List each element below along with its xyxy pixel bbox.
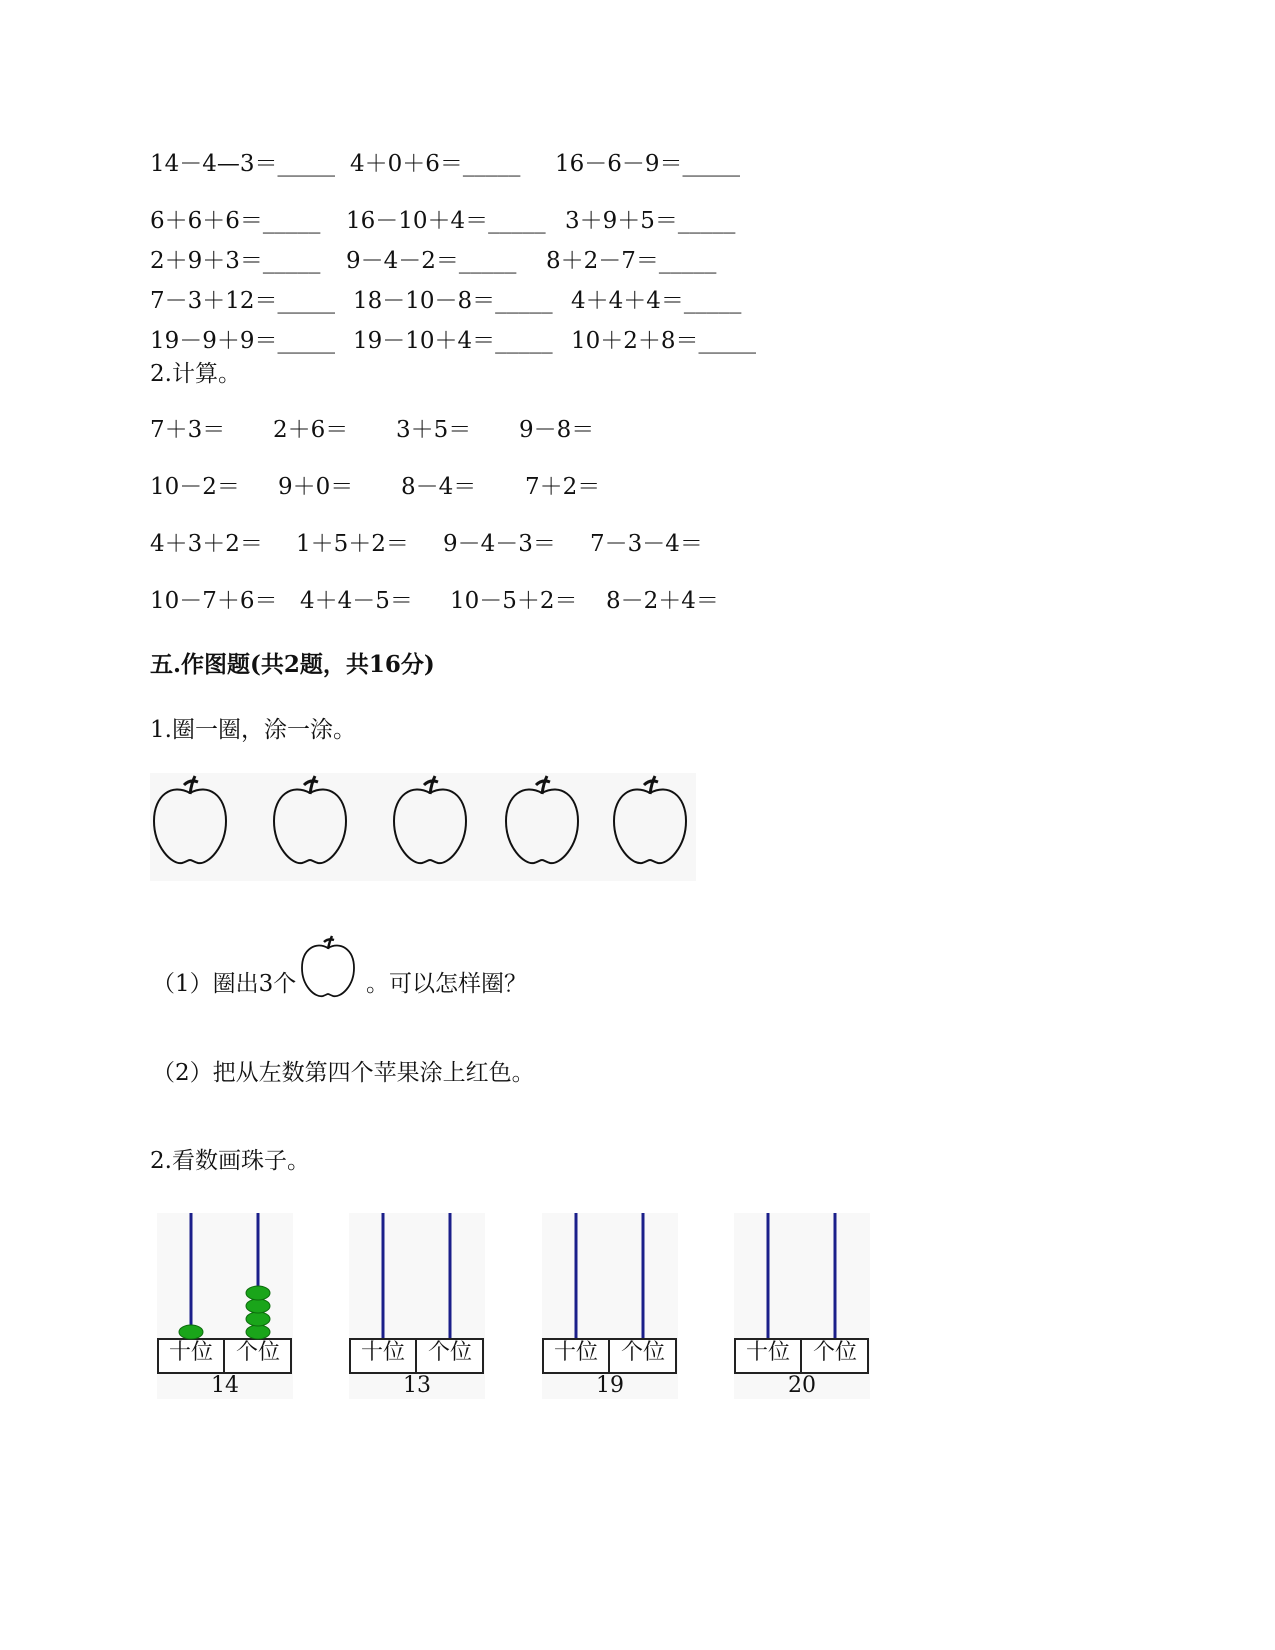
tens-label: 十位: [553, 1340, 598, 1365]
ones-label: 个位: [427, 1340, 472, 1365]
calc-item: 6＋6＋6＝_____: [150, 208, 321, 234]
calc-item: 3＋5＝: [396, 417, 472, 443]
abacus-2: [349, 1213, 485, 1399]
ones-label: 个位: [620, 1340, 665, 1365]
calc-item: 14－4—3＝_____: [150, 151, 336, 177]
apple-row: [150, 773, 696, 881]
ones-label: 个位: [812, 1340, 857, 1365]
bead: [246, 1312, 270, 1326]
abacus-graphic: [349, 1213, 485, 1399]
calc-item: 16－6－9＝_____: [555, 151, 741, 177]
abacus-4: [734, 1213, 870, 1399]
calc-item: 9－8＝: [519, 417, 595, 443]
abacus-graphic: [542, 1213, 678, 1399]
calc-item: 10－2＝: [150, 474, 240, 500]
calc-item: 7＋2＝: [525, 474, 601, 500]
calc-item: 4＋3＋2＝: [150, 531, 263, 557]
calc-item: 2＋9＋3＝_____: [150, 248, 321, 274]
calc-item: 7＋3＝: [150, 417, 226, 443]
abacus-number: 13: [403, 1373, 431, 1398]
calc-item: 8＋2－7＝_____: [546, 248, 717, 274]
abacus-3: [542, 1213, 678, 1399]
abacus-number: 14: [211, 1373, 239, 1398]
abacus-number: 20: [788, 1373, 816, 1398]
calc-item: 9－4－2＝_____: [346, 248, 517, 274]
calc-item: 2＋6＝: [273, 417, 349, 443]
calc-item: 7－3－4＝: [590, 531, 703, 557]
bead: [246, 1286, 270, 1300]
calc-item: 3＋9＋5＝_____: [565, 208, 736, 234]
abacus-graphic: [734, 1213, 870, 1399]
tens-label: 十位: [745, 1340, 790, 1365]
calc-item: 4＋4－5＝: [300, 588, 413, 614]
abacus-1: [157, 1213, 293, 1399]
calc-item: 8－4＝: [401, 474, 477, 500]
tens-label: 十位: [360, 1340, 405, 1365]
calc-item: 19－9＋9＝_____: [150, 328, 336, 354]
calc-item: 10－5＋2＝: [450, 588, 578, 614]
question-1-part-1-before: （1）圈出3个: [152, 971, 297, 997]
calc-item: 4＋0＋6＝_____: [350, 151, 521, 177]
abacus-graphic: [157, 1213, 293, 1399]
question-1-part-1-after: 。可以怎样圈？: [366, 971, 527, 997]
calc-item: 18－10－8＝_____: [353, 288, 553, 314]
calc-item: 19－10＋4＝_____: [353, 328, 553, 354]
bead: [246, 1325, 270, 1339]
apple-icon: [298, 934, 358, 998]
calc-item: 16－10＋4＝_____: [346, 208, 546, 234]
calc-item: 9＋0＝: [278, 474, 354, 500]
calc-item: 10－7＋6＝: [150, 588, 278, 614]
question-1-title: 1.圈一圈，涂一涂。: [150, 717, 356, 743]
calc-item: 7－3＋12＝_____: [150, 288, 336, 314]
question-2-title: 2.计算。: [150, 361, 241, 387]
calc-item: 9－4－3＝: [443, 531, 556, 557]
tens-label: 十位: [168, 1340, 213, 1365]
section-heading: 五.作图题(共2题，共16分): [150, 651, 435, 678]
calc-item: 1＋5＋2＝: [296, 531, 409, 557]
abacus-number: 19: [596, 1373, 624, 1398]
ones-label: 个位: [235, 1340, 280, 1365]
bead: [179, 1325, 203, 1339]
calc-item: 4＋4＋4＝_____: [571, 288, 742, 314]
calc-item: 8－2＋4＝: [606, 588, 719, 614]
bead: [246, 1299, 270, 1313]
question-2-abacus-title: 2.看数画珠子。: [150, 1148, 310, 1174]
calc-item: 10＋2＋8＝_____: [571, 328, 757, 354]
apple-row-graphic: [150, 773, 696, 881]
question-1-part-2: （2）把从左数第四个苹果涂上红色。: [152, 1060, 535, 1086]
